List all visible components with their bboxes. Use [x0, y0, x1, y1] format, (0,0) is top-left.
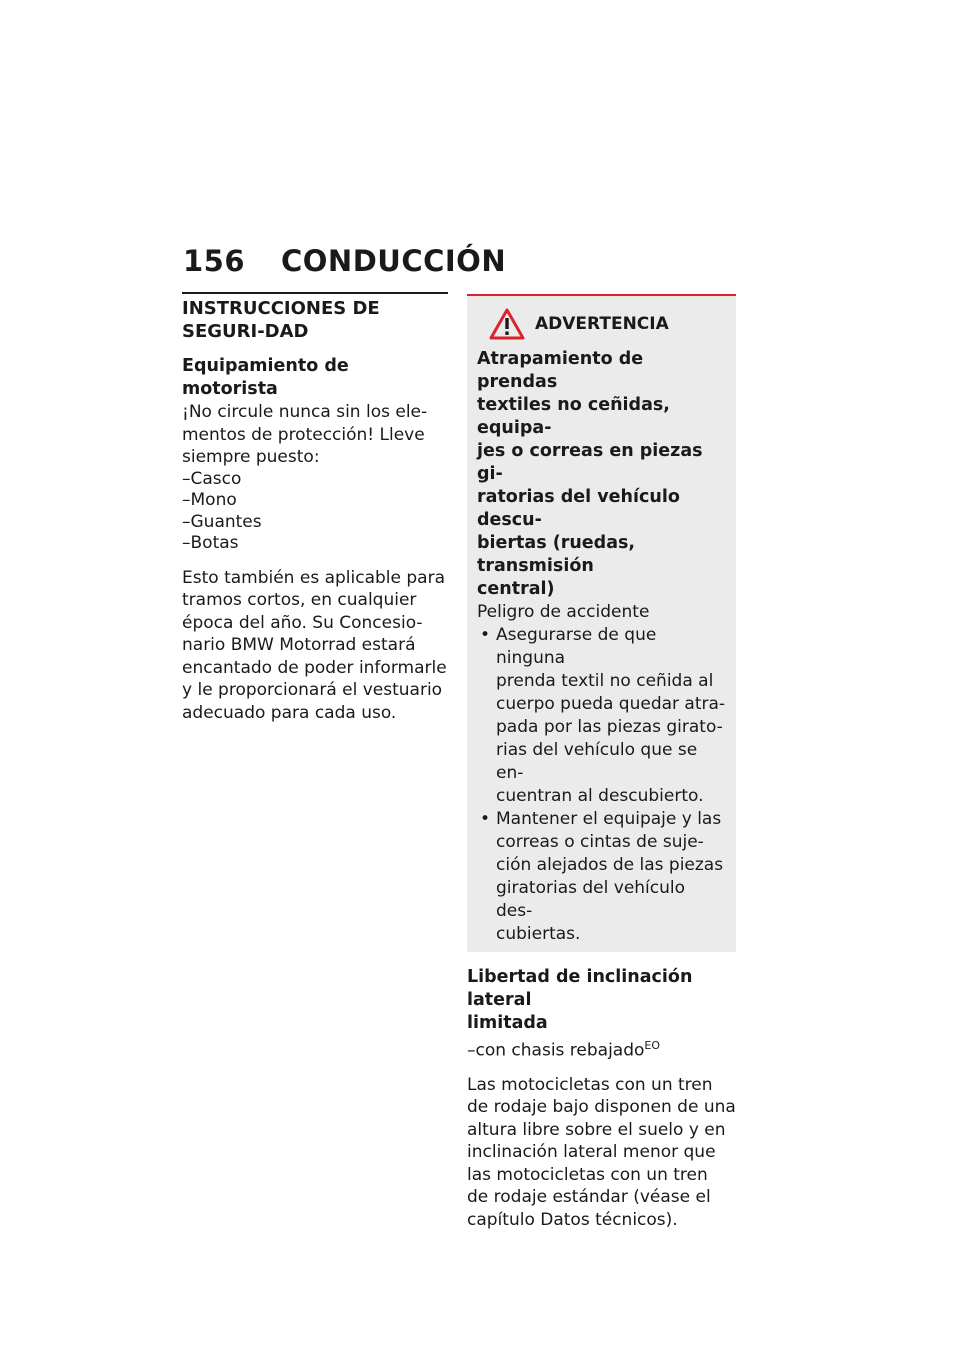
text-line: Las motocicletas con un tren — [467, 1074, 713, 1095]
text-line: • Asegurarse de que ninguna — [496, 624, 657, 668]
applicability-paragraph — [182, 567, 448, 725]
page-header — [183, 244, 506, 278]
text-line: limitada — [467, 1012, 548, 1033]
lean-paragraph — [467, 1074, 737, 1232]
text-line: central) — [477, 579, 555, 599]
text-line: cuerpo pueda quedar atra- — [496, 693, 726, 714]
text-line: textiles no ceñidas, equipa- — [477, 395, 670, 438]
text-line: jes o correas en piezas gi- — [477, 441, 703, 484]
text-line: y le proporcionará el vestuario — [182, 680, 443, 700]
text-line: mentos de protección! Lleve — [182, 424, 425, 445]
text-line: giratorias del vehículo des- — [496, 877, 686, 921]
text-line: biertas (ruedas, transmisión — [477, 533, 636, 576]
text-line: • Mantener el equipaje y las — [496, 808, 722, 829]
text-line: pada por las piezas girato- — [496, 716, 723, 737]
chapter-title: CONDUCCIÓN — [281, 244, 507, 278]
text-line: ratorias del vehículo descu- — [477, 487, 680, 530]
text-line: Esto también es aplicable para — [182, 567, 445, 588]
list-item — [477, 624, 726, 808]
text-line: las motocicletas con un tren — [467, 1164, 708, 1185]
variant-superscript: EO — [644, 1038, 661, 1052]
warning-heading — [477, 348, 726, 601]
warning-box — [467, 294, 736, 952]
equipment-heading: Equipamiento de motorista — [182, 356, 349, 399]
text-line: prenda textil no ceñida al — [496, 670, 714, 691]
left-column — [182, 292, 448, 724]
text-line: de rodaje bajo disponen de una — [467, 1097, 736, 1118]
list-item: –Guantes — [182, 511, 262, 532]
text-line: Libertad de inclinación lateral — [467, 966, 693, 1010]
text-line: ¡No circule nunca sin los ele- — [182, 402, 428, 422]
equipment-text — [182, 401, 448, 469]
list-item: –Botas — [182, 533, 239, 553]
text-line: nario BMW Motorrad estará — [182, 635, 416, 655]
list-item: –Mono — [182, 490, 237, 510]
list-item — [477, 808, 726, 946]
section-title: INSTRUCCIONES DE SEGURI-DAD — [182, 298, 380, 342]
text-line: adecuado para cada uso. — [182, 702, 397, 723]
text-line: altura libre sobre el suelo y en — [467, 1119, 726, 1140]
warning-triangle-icon — [489, 308, 525, 340]
warning-label: ADVERTENCIA — [535, 314, 669, 334]
text-line: de rodaje estándar (véase el — [467, 1187, 711, 1208]
text-line: Atrapamiento de prendas — [477, 349, 644, 392]
text-line: correas o cintas de suje- — [496, 831, 704, 852]
text-line: cubiertas. — [496, 923, 581, 944]
text-line: encantado de poder informarle — [182, 657, 447, 678]
gear-list — [182, 469, 448, 555]
list-item: –Casco — [182, 468, 242, 489]
text-line: época del año. Su Concesio- — [182, 612, 423, 633]
warning-bullets — [477, 624, 726, 946]
danger-text: Peligro de accidente — [477, 602, 650, 622]
text-line: cuentran al descubierto. — [496, 785, 704, 806]
lean-heading — [467, 966, 737, 1035]
lean-section — [467, 966, 737, 1232]
section-rule — [182, 292, 448, 294]
text-line: tramos cortos, en cualquier — [182, 590, 417, 610]
variant-text: –con chasis rebajado — [467, 1040, 645, 1061]
text-line: inclinación lateral menor que — [467, 1142, 716, 1163]
right-column — [467, 294, 737, 1231]
variant-line — [467, 1035, 737, 1062]
text-line: ción alejados de las piezas — [496, 854, 724, 875]
page-number: 156 — [183, 244, 246, 278]
text-line: capítulo Datos técnicos). — [467, 1209, 678, 1230]
warning-title — [489, 308, 726, 340]
text-line: rias del vehículo que se en- — [496, 739, 698, 783]
text-line: siempre puesto: — [182, 447, 320, 467]
